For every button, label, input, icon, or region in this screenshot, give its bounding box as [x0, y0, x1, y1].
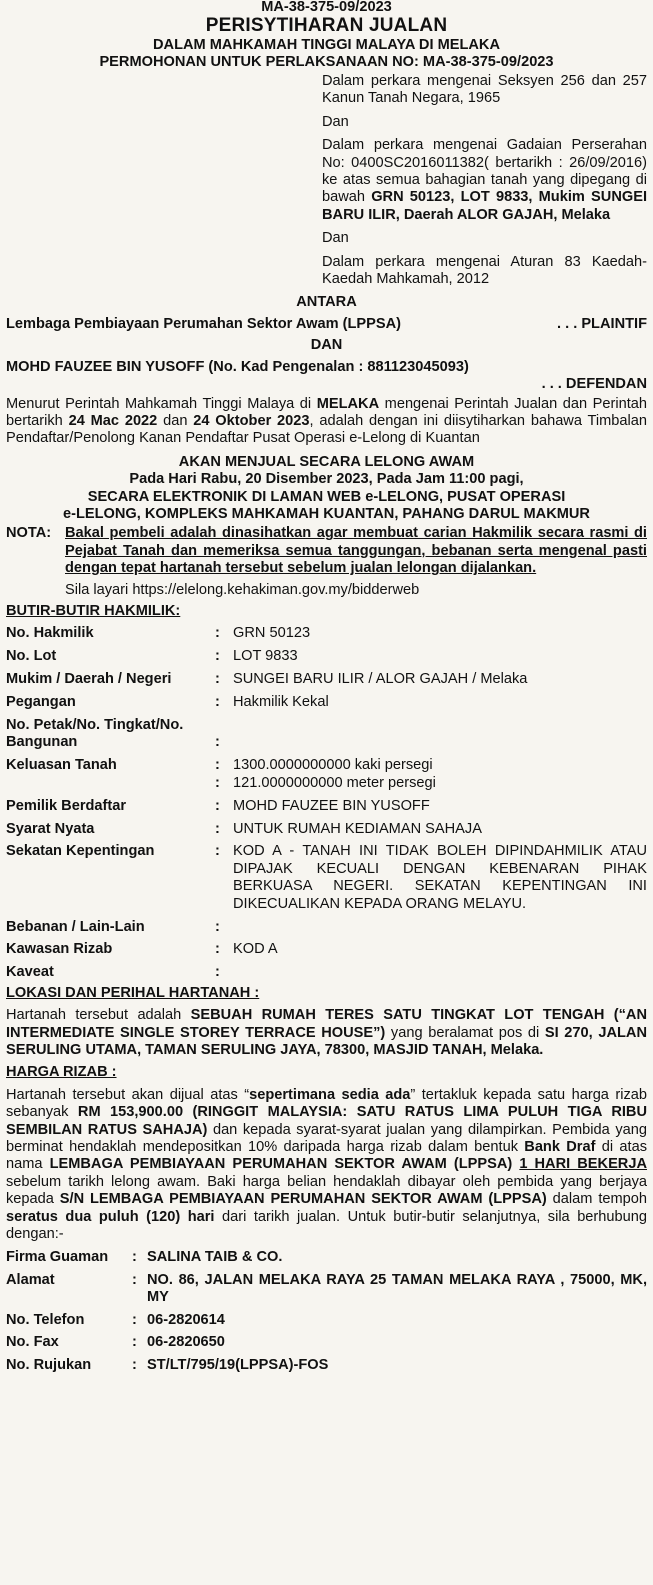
court-name: DALAM MAHKAMAH TINGGI MALAYA DI MELAKA	[153, 37, 500, 53]
reserve-price-heading: HARGA RIZAB :	[6, 1064, 117, 1081]
detail-row-keluasan: Keluasan Tanah : : 1300.0000000000 kaki persegi 121.0000000000 meter persegi	[6, 757, 436, 791]
application-number: PERMOHONAN UNTUK PERLAKSANAAN NO: MA-38-375-09/2023	[99, 54, 554, 70]
detail-row-sekatan: Sekatan Kepentingan : KOD A - TANAH INI TIDAK BOLEH DIPINDAHMILIK ATAU DIPAJAK KECUALI DENGAN KEBENARAN PIHAK BERKUASA NEGERI. SEKATAN KEPENTINGAN INI DIKECUALIKAN KEPADA ORANG MELAYU.	[6, 843, 647, 912]
auction-line-4: e-LELONG, KOMPLEKS MAHKAMAH KUANTAN, PAHANG DARUL MAKMUR	[63, 505, 590, 522]
and-1: Dan	[322, 113, 349, 130]
and-label: DAN	[310, 337, 343, 354]
auction-line-1: AKAN MENJUAL SECARA LELONG AWAM	[178, 453, 475, 470]
plaintiff-role: . . . PLAINTIF	[557, 315, 647, 332]
plaintiff-name: Lembaga Pembiayaan Perumahan Sektor Awam (LPPSA)	[6, 315, 401, 332]
firm-row-address: Alamat : NO. 86, JALAN MELAKA RAYA 25 TAMAN MELAKA RAYA , 75000, MK, MY	[6, 1271, 647, 1306]
detail-row-mukim: Mukim / Daerah / Negeri : SUNGEI BARU ILIR / ALOR GAJAH / Melaka	[6, 671, 528, 688]
detail-row-pemilik: Pemilik Berdaftar : MOHD FAUZEE BIN YUSOFF	[6, 797, 430, 814]
matter-1: Dalam perkara mengenai Seksyen 256 dan 257 Kanun Tanah Negara, 1965	[322, 73, 647, 107]
detail-row-lot: No. Lot : LOT 9833	[6, 648, 298, 665]
detail-row-bebanan: Bebanan / Lain-Lain :	[6, 918, 220, 935]
law-firm-table	[6, 1249, 647, 1373]
auction-line-3: SECARA ELEKTRONIK DI LAMAN WEB e-LELONG, PUSAT OPERASI	[87, 488, 566, 505]
note-text: Bakal pembeli adalah dinasihatkan agar membuat carian Hakmilik secara rasmi di Pejabat Tanah dan memeriksa semua tanggungan, bebanan serta mengenal pasti dengan tepat hartanah tersebut sebelum jualan lelongan dijalankan.	[65, 525, 647, 577]
detail-row-hakmilik: No. Hakmilik : GRN 50123	[6, 625, 311, 642]
firm-row-name: Firma Guaman : SALINA TAIB & CO.	[6, 1249, 283, 1266]
plaintiff-row	[6, 316, 647, 333]
reference-number: MA-38-375-09/2023	[261, 0, 392, 15]
detail-row-rizab: Kawasan Rizab : KOD A	[6, 941, 278, 958]
location-heading: LOKASI DAN PERIHAL HARTANAH :	[6, 984, 260, 1001]
intro-paragraph: Menurut Perintah Mahkamah Tinggi Malaya di MELAKA mengenai Perintah Jualan dan Perintah bertarikh 24 Mac 2022 dan 24 Oktober 2023, adalah dengan ini diisytiharkan bahawa Timbalan Pendaftar/Penolong Kanan Pendaftar Pusat Operasi e-Lelong di Kuantan	[6, 395, 647, 447]
reserve-price-paragraph: Hartanah tersebut akan dijual atas “sepertimana sedia ada” tertakluk kepada satu harga rizab sebanyak RM 153,900.00 (RINGGIT MALAYSIA: SATU RATUS LIMA PULUH TIGA RIBU SEMBILAN RATUS SAHAJA) dan kepada syarat-syarat jualan yang dilampirkan. Pembida yang berminat hendaklah mendepositkan 10% daripada harga rizab dalam bentuk Bank Draf di atas nama LEMBAGA PEMBIAYAAN PERUMAHAN SEKTOR AWAM (LPPSA) 1 HARI BEKERJA sebelum tarikh lelong awam. Baki harga belian hendaklah dibayar oleh pembida yang berjaya kepada S/N LEMBAGA PEMBIAYAAN PERUMAHAN SEKTOR AWAM (LPPSA) dalam tempoh seratus dua puluh (120) hari dari tarikh jualan. Untuk butir-butir selanjutnya, sila berhubung dengan:-	[6, 1086, 648, 1243]
defendant-name: MOHD FAUZEE BIN YUSOFF (No. Kad Pengenalan : 881123045093)	[6, 358, 469, 375]
page-title: PERISYTIHARAN JUALAN	[205, 15, 448, 36]
detail-row-syarat: Syarat Nyata : UNTUK RUMAH KEDIAMAN SAHAJA	[6, 820, 482, 837]
auction-line-2: Pada Hari Rabu, 20 Disember 2023, Pada Jam 11:00 pagi,	[129, 471, 524, 488]
between-label: ANTARA	[296, 294, 357, 311]
note-label: NOTA:	[6, 525, 52, 542]
location-paragraph: Hartanah tersebut adalah SEBUAH RUMAH TERES SATU TINGKAT LOT TENGAH (“AN INTERMEDIATE SINGLE STOREY TERRACE HOUSE”) yang beralamat pos di SI 270, JALAN SERULING UTAMA, TAMAN SERULING JAYA, 78300, MASJID TANAH, Melaka.	[6, 1007, 647, 1058]
matters-block	[322, 73, 647, 288]
note-block	[6, 525, 647, 599]
detail-row-kaveat: Kaveat :	[6, 964, 220, 981]
defendant-role: . . . DEFENDAN	[541, 376, 647, 393]
firm-row-phone: No. Telefon : 06-2820614	[6, 1311, 225, 1328]
auction-notice	[6, 454, 647, 524]
firm-row-fax: No. Fax : 06-2820650	[6, 1334, 225, 1351]
detail-row-pegangan: Pegangan : Hakmilik Kekal	[6, 694, 329, 711]
title-details-table	[6, 625, 647, 981]
matter-3: Dalam perkara mengenai Aturan 83 Kaedah-Kaedah Mahkamah, 2012	[322, 253, 647, 288]
matter-2: Dalam perkara mengenai Gadaian Perserahan No: 0400SC2016011382( bertarikh : 26/09/2016) ke atas semua bahagian tanah yang dipegang di bawah GRN 50123, LOT 9833, Mukim SUNGEI BARU ILIR, Daerah ALOR GAJAH, Melaka	[322, 137, 647, 223]
detail-row-petak: No. Petak/No. Tingkat/No. Bangunan :	[6, 717, 220, 751]
firm-row-reference: No. Rujukan : ST/LT/795/19(LPPSA)-FOS	[6, 1356, 329, 1373]
title-details-heading: BUTIR-BUTIR HAKMILIK:	[6, 602, 181, 619]
visit-link[interactable]: Sila layari https://elelong.kehakiman.gov.my/bidderweb	[65, 581, 420, 598]
and-2: Dan	[322, 230, 349, 247]
